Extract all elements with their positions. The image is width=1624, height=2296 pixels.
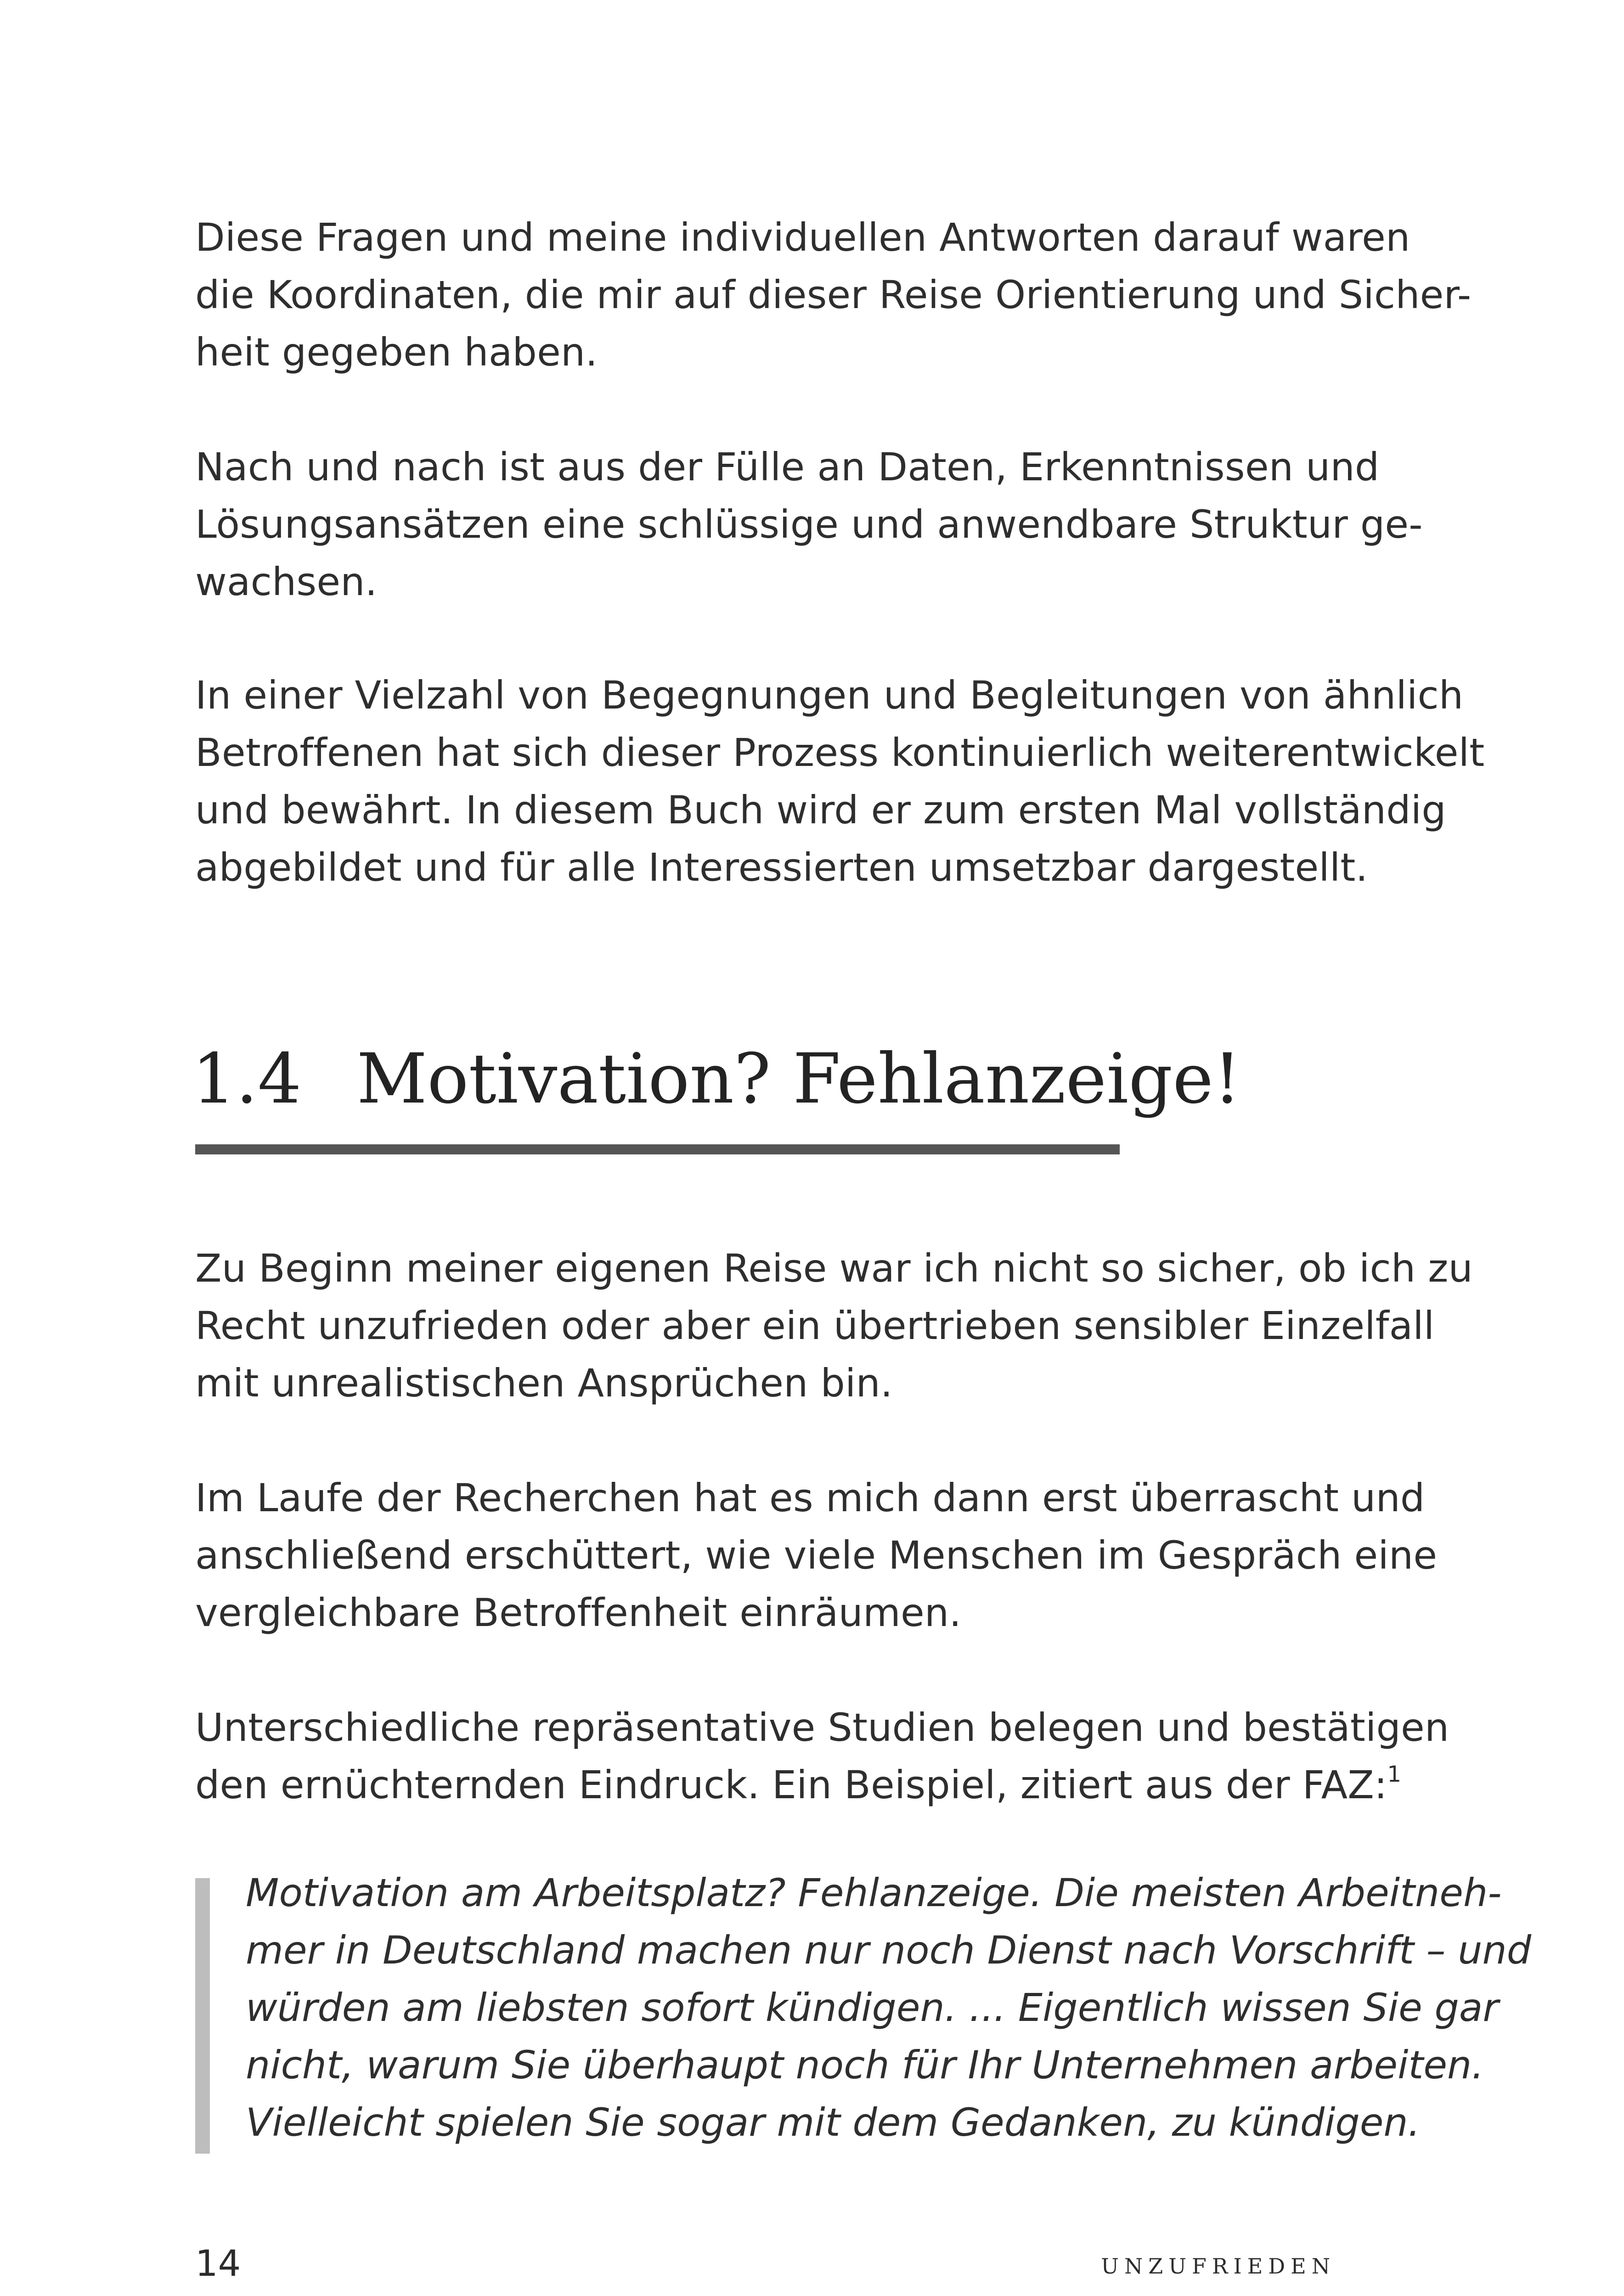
text-line: Unterschiedliche repräsentative Studien belegen und bestätigen <box>195 1705 1449 1750</box>
quote-line: Motivation am Arbeitsplatz? Fehlanzeige. Die meisten Arbeitneh- <box>246 1870 1502 1915</box>
quote-line: würden am liebsten sofort kündigen. ... Eigentlich wissen Sie gar <box>246 1985 1499 2030</box>
text-line: Recht unzufrieden oder aber ein übertrieben sensibler Einzelfall <box>195 1303 1435 1348</box>
quote-line: Vielleicht spielen Sie sogar mit dem Gedanken, zu kündigen. <box>246 2100 1421 2145</box>
quote-bar <box>195 1878 210 2154</box>
text-line: die Koordinaten, die mir auf dieser Reise Orientierung und Sicher- <box>195 272 1472 317</box>
section-title: Motivation? Fehlanzeige! <box>356 1039 1241 1119</box>
paragraph <box>195 439 1423 611</box>
page-number: 14 <box>195 2243 241 2285</box>
paragraph <box>195 1469 1438 1642</box>
text-line: und bewährt. In diesem Buch wird er zum ersten Mal vollständig <box>195 788 1446 833</box>
text-line: abgebildet und für alle Interessierten umsetzbar dargestellt. <box>195 845 1368 890</box>
text-line: Nach und nach ist aus der Fülle an Daten, Erkenntnissen und <box>195 445 1380 490</box>
paragraph <box>195 1699 1449 1814</box>
text-line: wachsen. <box>195 559 378 604</box>
heading-underline <box>195 1144 1120 1154</box>
quote-text <box>246 1864 1532 2151</box>
text-line: vergleichbare Betroffenheit einräumen. <box>195 1590 962 1635</box>
footnote-marker[interactable]: 1 <box>1387 1761 1402 1787</box>
paragraph <box>195 1240 1473 1412</box>
paragraph <box>195 209 1472 381</box>
text-line: mit unrealistischen Ansprüchen bin. <box>195 1361 893 1406</box>
text-line: In einer Vielzahl von Begegnungen und Begleitungen von ähnlich <box>195 673 1464 718</box>
running-head: UNZUFRIEDEN <box>1101 2254 1336 2279</box>
paragraph <box>195 667 1485 896</box>
text-line: Betroffenen hat sich dieser Prozess kontinuierlich weiterentwickelt <box>195 730 1485 775</box>
text-line: Im Laufe der Recherchen hat es mich dann erst überrascht und <box>195 1475 1425 1520</box>
text-line: heit gegeben haben. <box>195 330 598 375</box>
section-number: 1.4 <box>192 1039 302 1119</box>
quote-line: mer in Deutschland machen nur noch Dienst nach Vorschrift – und <box>246 1928 1532 1973</box>
quote-line: nicht, warum Sie überhaupt noch für Ihr Unternehmen arbeiten. <box>246 2043 1484 2088</box>
text-line-content: den ernüchternden Eindruck. Ein Beispiel, zitiert aus der FAZ: <box>195 1762 1387 1807</box>
text-line: Lösungsansätzen eine schlüssige und anwendbare Struktur ge- <box>195 502 1423 547</box>
section-heading <box>192 1040 1241 1118</box>
text-line: anschließend erschüttert, wie viele Menschen im Gespräch eine <box>195 1533 1438 1578</box>
text-line: Diese Fragen und meine individuellen Antworten darauf waren <box>195 215 1410 260</box>
text-line: Zu Beginn meiner eigenen Reise war ich nicht so sicher, ob ich zu <box>195 1246 1473 1291</box>
text-line <box>195 1756 1402 1814</box>
